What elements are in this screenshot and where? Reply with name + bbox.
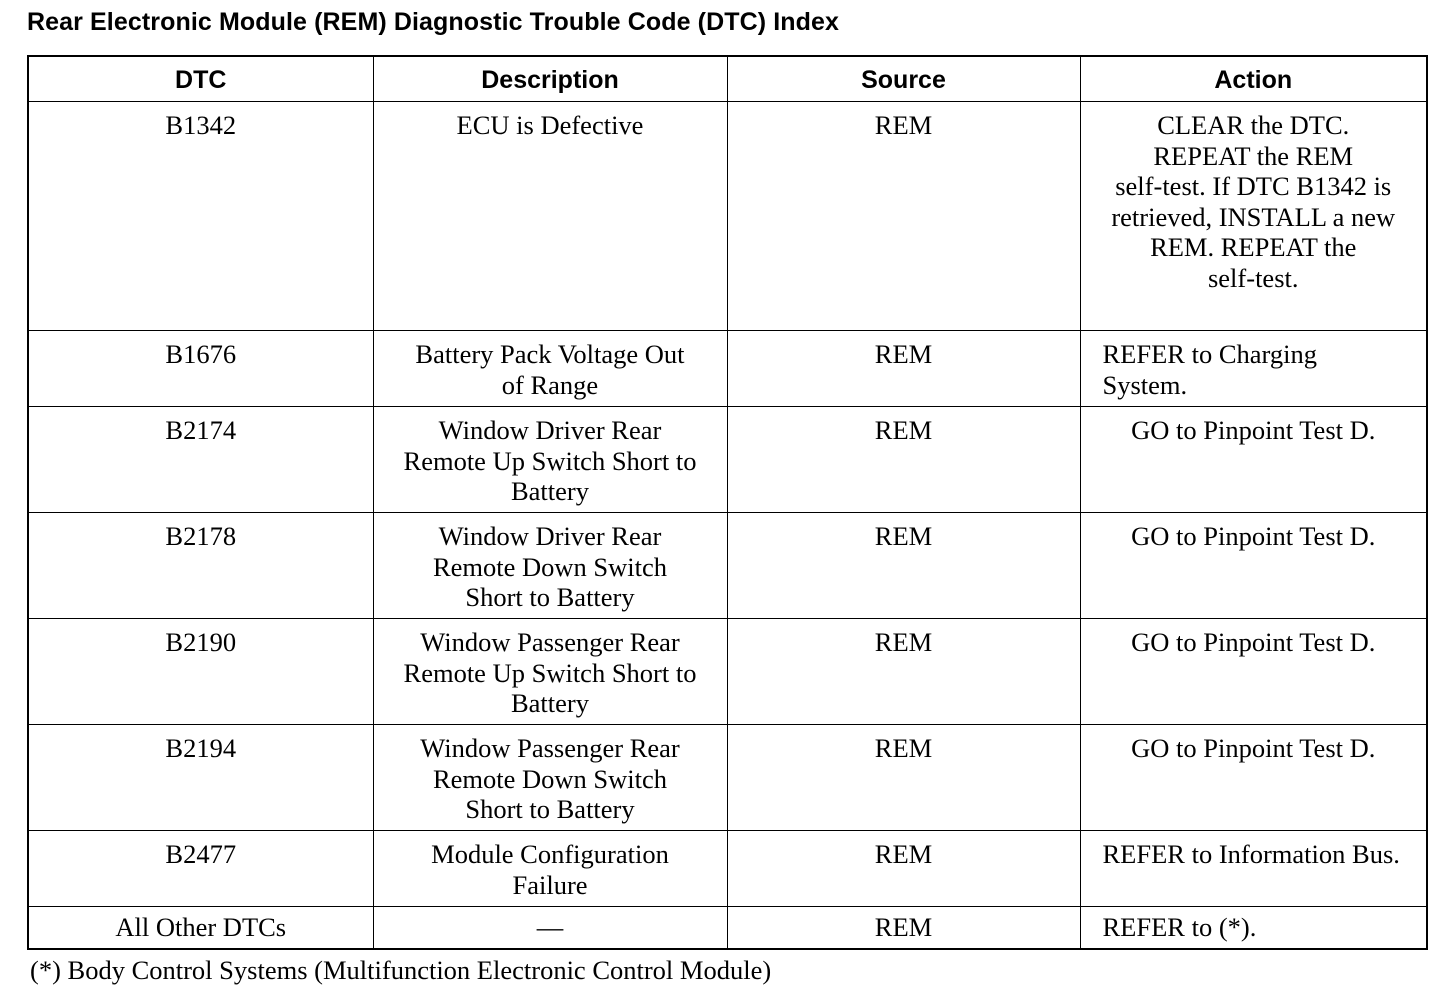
dtc-cell [28,725,373,831]
header-description: Description [373,56,727,102]
table-row [28,331,1427,407]
header-dtc: DTC [28,56,373,102]
dtc-action: GO to Pinpoint Test D. [1131,521,1376,551]
source-cell [727,331,1080,407]
description-cell [373,831,727,907]
page-title: Rear Electronic Module (REM) Diagnostic Trouble Code (DTC) Index [27,8,840,36]
description-cell [373,331,727,407]
dtc-source: REM [874,339,933,369]
description-cell [373,725,727,831]
action-cell [1080,102,1427,331]
source-cell [727,407,1080,513]
dtc-source: REM [874,912,933,942]
dtc-action: GO to Pinpoint Test D. [1131,627,1376,657]
dtc-code: B1342 [165,110,237,140]
description-cell [373,102,727,331]
dtc-code: All Other DTCs [115,912,287,942]
dtc-code: B2178 [165,521,237,551]
dtc-description: Window Driver Rear Remote Up Switch Short to Battery [403,415,697,506]
dtc-cell [28,102,373,331]
source-cell [727,619,1080,725]
table-row [28,907,1427,950]
dtc-code: B2174 [165,415,237,445]
footnote: (*) Body Control Systems (Multifunction Electronic Control Module) [30,955,772,985]
table-row [28,725,1427,831]
dtc-description: Window Passenger Rear Remote Up Switch Short to Battery [403,627,697,718]
dtc-code: B2477 [165,839,237,869]
dtc-action: REFER to Information Bus. [1102,839,1400,869]
dtc-description: Window Driver Rear Remote Down Switch Short to Battery [432,521,668,612]
action-cell [1080,331,1427,407]
dtc-source: REM [874,415,933,445]
action-cell [1080,831,1427,907]
header-source: Source [727,56,1080,102]
dtc-cell [28,407,373,513]
action-cell [1080,407,1427,513]
description-cell [373,513,727,619]
dtc-action: GO to Pinpoint Test D. [1131,415,1376,445]
dtc-description: Battery Pack Voltage Out of Range [415,339,685,400]
table-row [28,513,1427,619]
dtc-code: B2190 [165,627,237,657]
table-row [28,619,1427,725]
dtc-cell [28,331,373,407]
dtc-index-table [27,55,1428,950]
dtc-code: B1676 [165,339,237,369]
table-row [28,831,1427,907]
source-cell [727,907,1080,950]
source-cell [727,102,1080,331]
dtc-source: REM [874,110,933,140]
source-cell [727,725,1080,831]
dtc-description: ECU is Defective [456,110,644,140]
description-cell [373,619,727,725]
source-cell [727,513,1080,619]
dtc-description: Window Passenger Rear Remote Down Switch Short to Battery [420,733,680,824]
dtc-description: Module Configuration Failure [431,839,669,900]
dtc-cell [28,907,373,950]
dtc-action: REFER to Charging System. [1102,339,1317,400]
action-cell [1080,619,1427,725]
dtc-description: — [536,912,564,942]
dtc-cell [28,831,373,907]
dtc-action: GO to Pinpoint Test D. [1131,733,1376,763]
action-cell [1080,907,1427,950]
description-cell [373,907,727,950]
table-row [28,102,1427,331]
dtc-action: REFER to (*). [1102,912,1257,942]
dtc-source: REM [874,521,933,551]
dtc-source: REM [874,839,933,869]
dtc-code: B2194 [165,733,237,763]
header-action: Action [1080,56,1427,102]
action-cell [1080,513,1427,619]
action-cell [1080,725,1427,831]
dtc-source: REM [874,733,933,763]
dtc-source: REM [874,627,933,657]
description-cell [373,407,727,513]
table-header-row [28,56,1427,102]
dtc-action: CLEAR the DTC. REPEAT the REM self-test. If DTC B1342 is retrieved, INSTALL a new REM. REPEAT the self-test. [1111,110,1396,293]
dtc-cell [28,619,373,725]
source-cell [727,831,1080,907]
table-row [28,407,1427,513]
dtc-cell [28,513,373,619]
